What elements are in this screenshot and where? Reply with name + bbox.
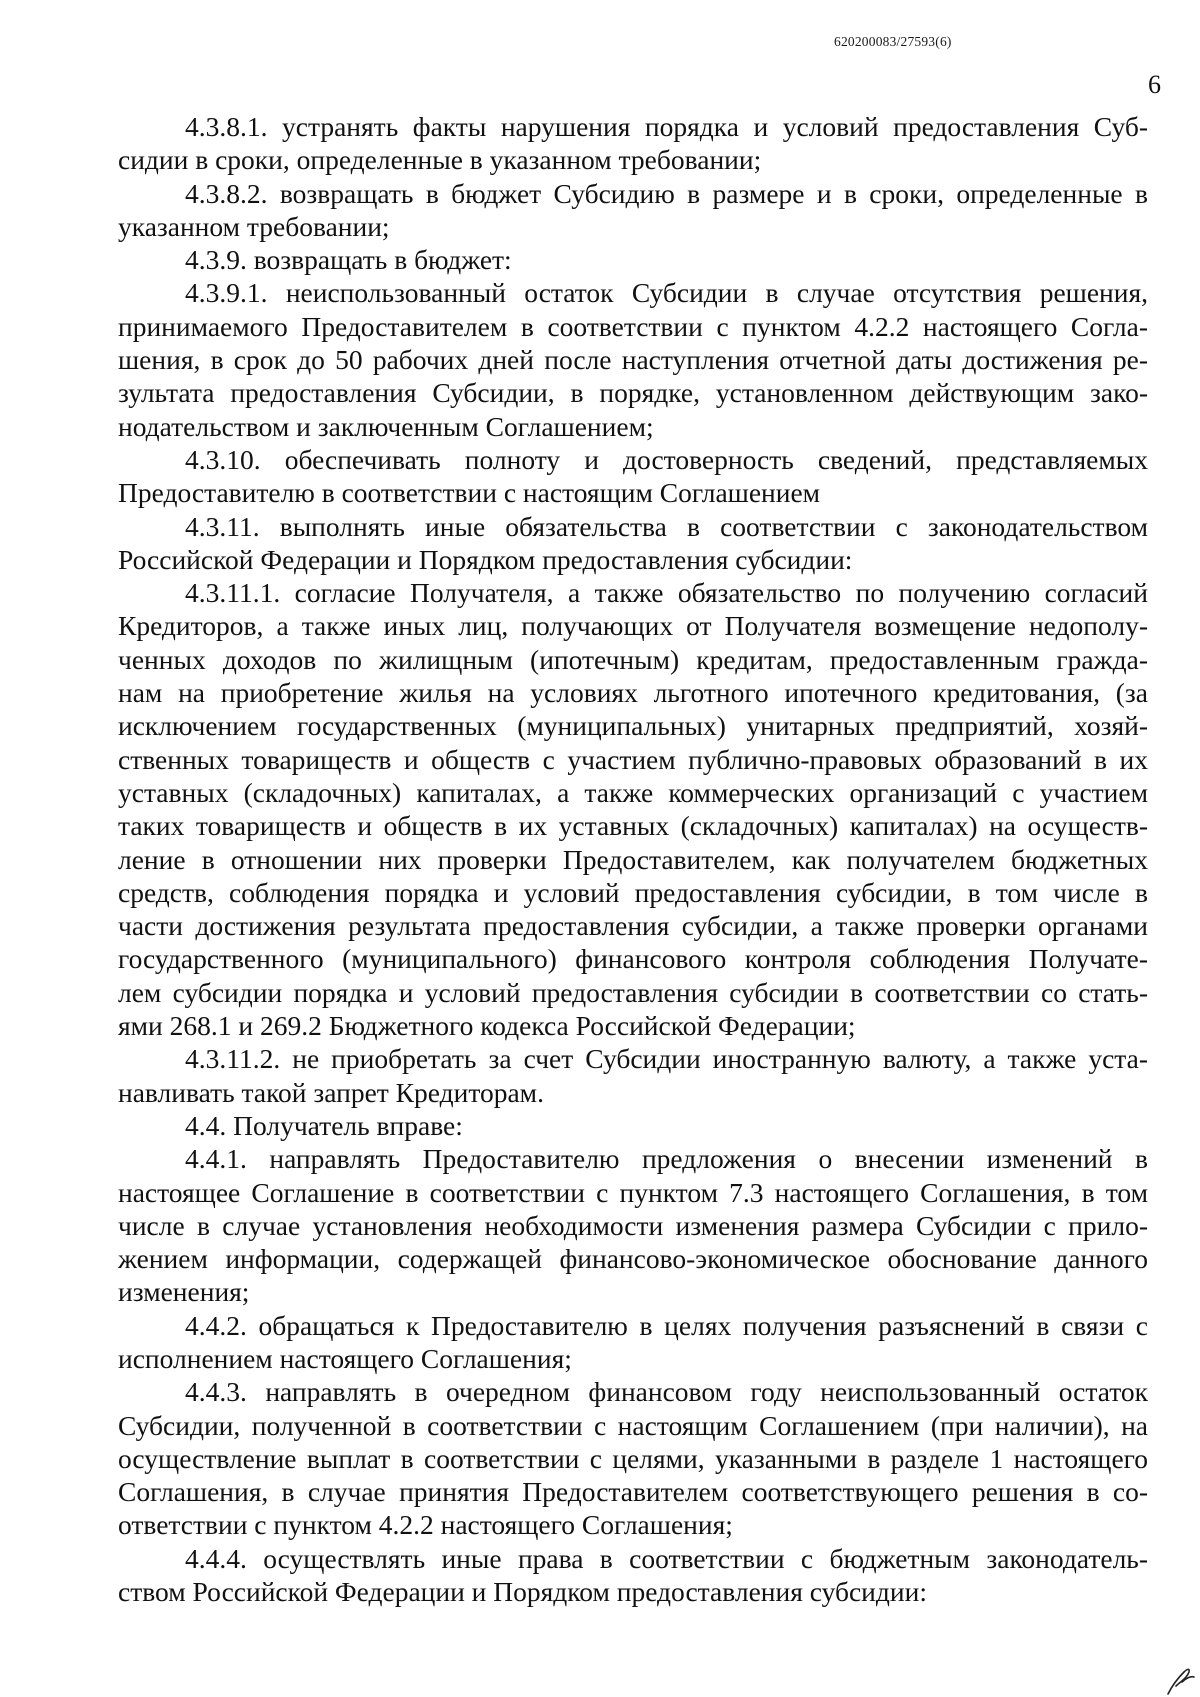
text-line: Субсидии, полученной в соответствии с настоящим Соглашением (при наличии), на bbox=[118, 1409, 1148, 1441]
text-line: лем субсидии порядка и условий предоставления субсидии в соответствии со стать- bbox=[118, 976, 1148, 1008]
paragraph bbox=[118, 1375, 1148, 1541]
text-line: шения, в срок до 50 рабочих дней после наступления отчетной даты достижения ре- bbox=[118, 344, 1148, 376]
paragraph bbox=[118, 1142, 1148, 1308]
text-line: 4.4.1. направлять Предоставителю предложения о внесении изменений в bbox=[185, 1143, 1148, 1175]
text-line: 4.4. Получатель вправе: bbox=[185, 1109, 463, 1141]
text-line: Кредиторов, а также иных лиц, получающих от Получателя возмещение недополу- bbox=[118, 610, 1148, 642]
text-line: ями 268.1 и 269.2 Бюджетного кодекса Российской Федерации; bbox=[118, 1010, 856, 1042]
page-number: 6 bbox=[1148, 70, 1161, 99]
text-line: ление в отношении них проверки Предоставителем, как получателем бюджетных bbox=[118, 843, 1148, 875]
paragraph bbox=[118, 1042, 1148, 1109]
text-line: изменения; bbox=[118, 1276, 250, 1308]
paragraph bbox=[118, 276, 1148, 442]
text-line: 4.3.9.1. неиспользованный остаток Субсидии в случае отсутствия решения, bbox=[185, 277, 1148, 309]
text-line: государственного (муниципального) финансового контроля соблюдения Получате- bbox=[118, 943, 1148, 975]
text-line: части достижения результата предоставления субсидии, а также проверки органами bbox=[118, 910, 1148, 942]
paragraph bbox=[118, 243, 1148, 276]
text-line: исполнением настоящего Соглашения; bbox=[118, 1342, 572, 1374]
text-line: ственных товариществ и обществ с участием публично-правовых образований в их bbox=[118, 743, 1148, 775]
text-line: указанном требовании; bbox=[118, 210, 390, 242]
paragraph bbox=[118, 510, 1148, 577]
text-line: ответствии с пунктом 4.2.2 настоящего Соглашения; bbox=[118, 1509, 733, 1541]
text-line: сидии в сроки, определенные в указанном требовании; bbox=[118, 144, 762, 176]
paragraph bbox=[118, 1109, 1148, 1142]
text-line: ченных доходов по жилищным (ипотечным) кредитам, предоставленным гражда- bbox=[118, 643, 1148, 675]
paragraph bbox=[118, 110, 1148, 177]
document-body bbox=[118, 110, 1148, 1608]
text-line: 4.3.11.1. согласие Получателя, а также обязательство по получению согласий bbox=[185, 577, 1148, 609]
text-line: таких товариществ и обществ в их уставных (складочных) капиталах) на осуществ- bbox=[118, 810, 1148, 842]
text-line: 4.3.11.2. не приобретать за счет Субсидии иностранную валюту, а также уста- bbox=[185, 1043, 1148, 1075]
text-line: 4.4.2. обращаться к Предоставителю в целях получения разъяснений в связи с bbox=[185, 1309, 1148, 1341]
paragraph bbox=[118, 576, 1148, 1042]
text-line: Предоставителю в соответствии с настоящим Соглашением bbox=[118, 477, 821, 509]
text-line: нодательством и заключенным Соглашением; bbox=[118, 410, 654, 442]
text-line: уставных (складочных) капиталах, а также коммерческих организаций с участием bbox=[118, 776, 1148, 808]
text-line: ством Российской Федерации и Порядком предоставления субсидии: bbox=[118, 1576, 927, 1608]
text-line: числе в случае установления необходимости изменения размера Субсидии с прило- bbox=[118, 1209, 1148, 1241]
document-id: 620200083/27593(6) bbox=[834, 34, 952, 49]
text-line: 4.4.4. осуществлять иные права в соответствии с бюджетным законодатель- bbox=[185, 1542, 1148, 1574]
text-line: Российской Федерации и Порядком предоставления субсидии: bbox=[118, 543, 853, 575]
text-line: исключением государственных (муниципальных) унитарных предприятий, хозяй- bbox=[118, 710, 1148, 742]
text-line: 4.4.3. направлять в очередном финансовом году неиспользованный остаток bbox=[185, 1376, 1148, 1408]
text-line: 4.3.8.2. возвращать в бюджет Субсидию в размере и в сроки, определенные в bbox=[185, 177, 1148, 209]
text-line: навливать такой запрет Кредиторам. bbox=[118, 1076, 544, 1108]
text-line: жением информации, содержащей финансово-экономическое обоснование данного bbox=[118, 1243, 1148, 1275]
text-line: принимаемого Предоставителем в соответствии с пунктом 4.2.2 настоящего Согла- bbox=[118, 310, 1148, 342]
paragraph bbox=[118, 1542, 1148, 1609]
text-line: 4.3.8.1. устранять факты нарушения порядка и условий предоставления Суб- bbox=[185, 111, 1148, 142]
text-line: средств, соблюдения порядка и условий предоставления субсидии, в том числе в bbox=[118, 876, 1148, 908]
text-line: Соглашения, в случае принятия Предоставителем соответствующего решения в со- bbox=[118, 1476, 1148, 1508]
text-line: 4.3.10. обеспечивать полноту и достоверность сведений, представляемых bbox=[185, 443, 1148, 475]
text-line: настоящее Соглашение в соответствии с пунктом 7.3 настоящего Соглашения, в том bbox=[118, 1176, 1148, 1208]
text-line: нам на приобретение жилья на условиях льготного ипотечного кредитования, (за bbox=[118, 677, 1148, 709]
paragraph bbox=[118, 443, 1148, 510]
paragraph bbox=[118, 1309, 1148, 1376]
text-line: осуществление выплат в соответствии с целями, указанными в разделе 1 настоящего bbox=[118, 1442, 1148, 1474]
text-line: зультата предоставления Субсидии, в порядке, установленном действующим зако- bbox=[118, 377, 1148, 409]
text-line: 4.3.9. возвращать в бюджет: bbox=[185, 244, 512, 276]
signature-mark-icon bbox=[1160, 1652, 1200, 1697]
paragraph bbox=[118, 177, 1148, 244]
text-line: 4.3.11. выполнять иные обязательства в соответствии с законодательством bbox=[185, 510, 1148, 542]
